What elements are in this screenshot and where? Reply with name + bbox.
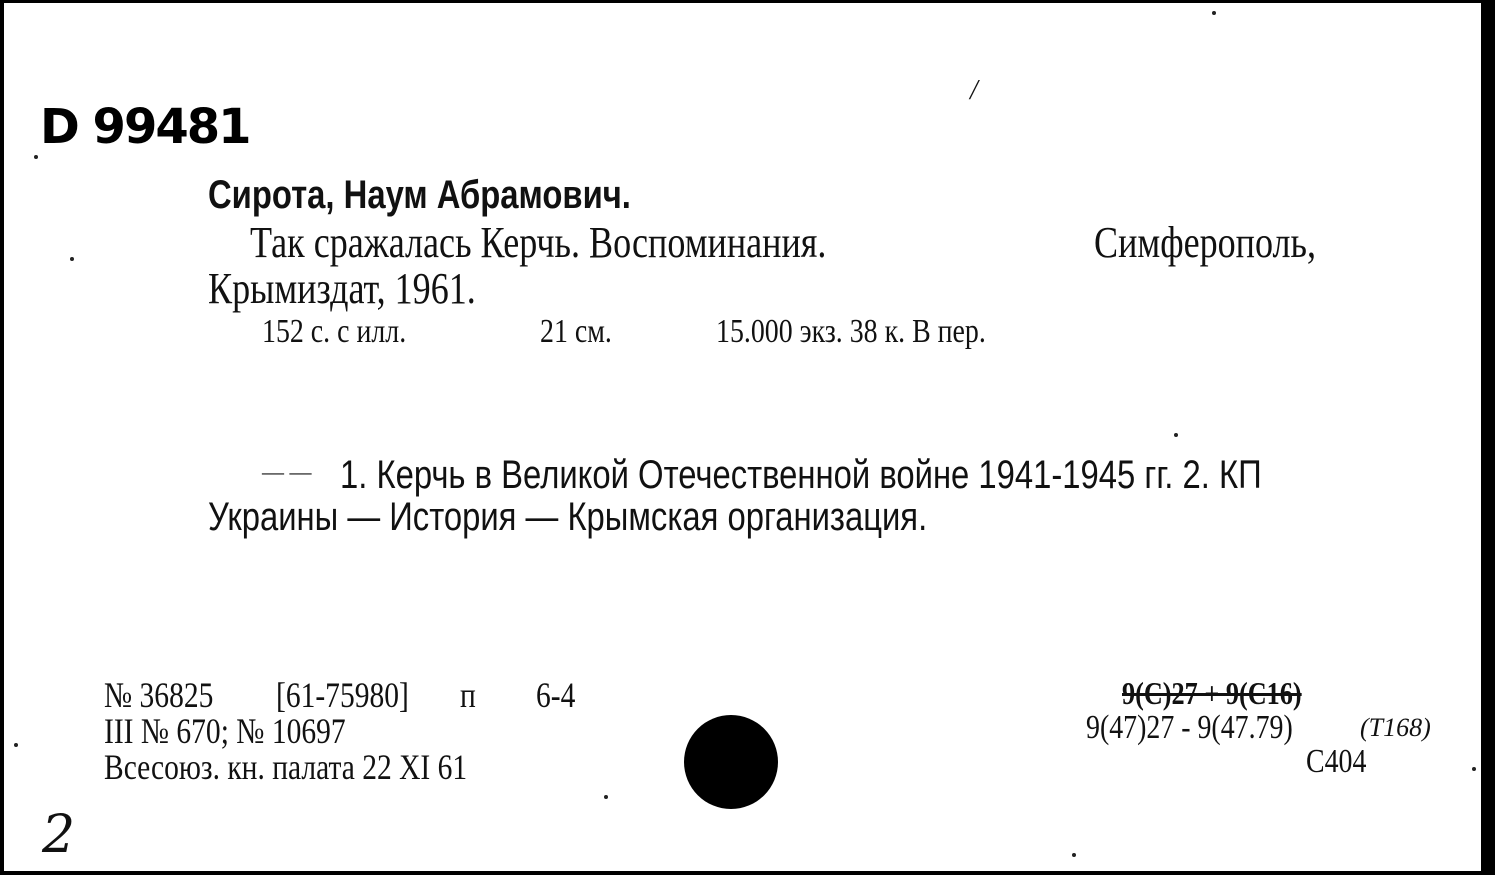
speck <box>1472 767 1476 771</box>
registry-letter: п <box>460 675 476 715</box>
registry-range: 6-4 <box>536 675 576 715</box>
speck <box>14 743 18 747</box>
speck <box>70 257 74 261</box>
punch-hole <box>684 715 778 809</box>
speck <box>34 155 38 159</box>
speck <box>1072 853 1076 857</box>
speck <box>1174 433 1178 437</box>
classification-struck: 9(C)27 + 9(C16) <box>1122 675 1302 711</box>
speck <box>604 795 608 799</box>
handwritten-number: 2 <box>42 805 76 865</box>
subjects-line-1: 1. Керчь в Великой Отечественной войне 1941-1945 гг. 2. КП <box>340 453 1262 497</box>
classification-line-2: 9(47)27 - 9(47.79) <box>1086 709 1293 746</box>
publication-place: Симферополь, <box>1094 218 1317 267</box>
registry-number: № 36825 <box>104 675 214 715</box>
classification-line-3: С404 <box>1306 743 1367 780</box>
classification-handwritten-note: (T168) <box>1360 713 1431 742</box>
registry-code: [61-75980] <box>276 675 409 715</box>
size-info: 21 см. <box>540 313 612 350</box>
corner-mark: / <box>970 75 978 106</box>
print-run-price: 15.000 экз. 38 к. В пер. <box>716 313 986 350</box>
pages-info: 152 с. с илл. <box>262 313 407 350</box>
speck <box>1212 11 1216 15</box>
registry-line-2: III № 670; № 10697 <box>104 711 346 751</box>
subjects-dash: — — <box>262 459 312 484</box>
registry-line-3: Всесоюз. кн. палата 22 XI 61 <box>104 747 468 787</box>
title-line: Так сражалась Керчь. Воспоминания. <box>250 218 827 267</box>
author-heading: Сирота, Наум Абрамович. <box>208 173 631 217</box>
subjects-line-2: Украины — История — Крымская организация. <box>208 495 928 539</box>
publisher-year: Крымиздат, 1961. <box>208 264 476 313</box>
call-number: D 99481 <box>40 99 250 155</box>
